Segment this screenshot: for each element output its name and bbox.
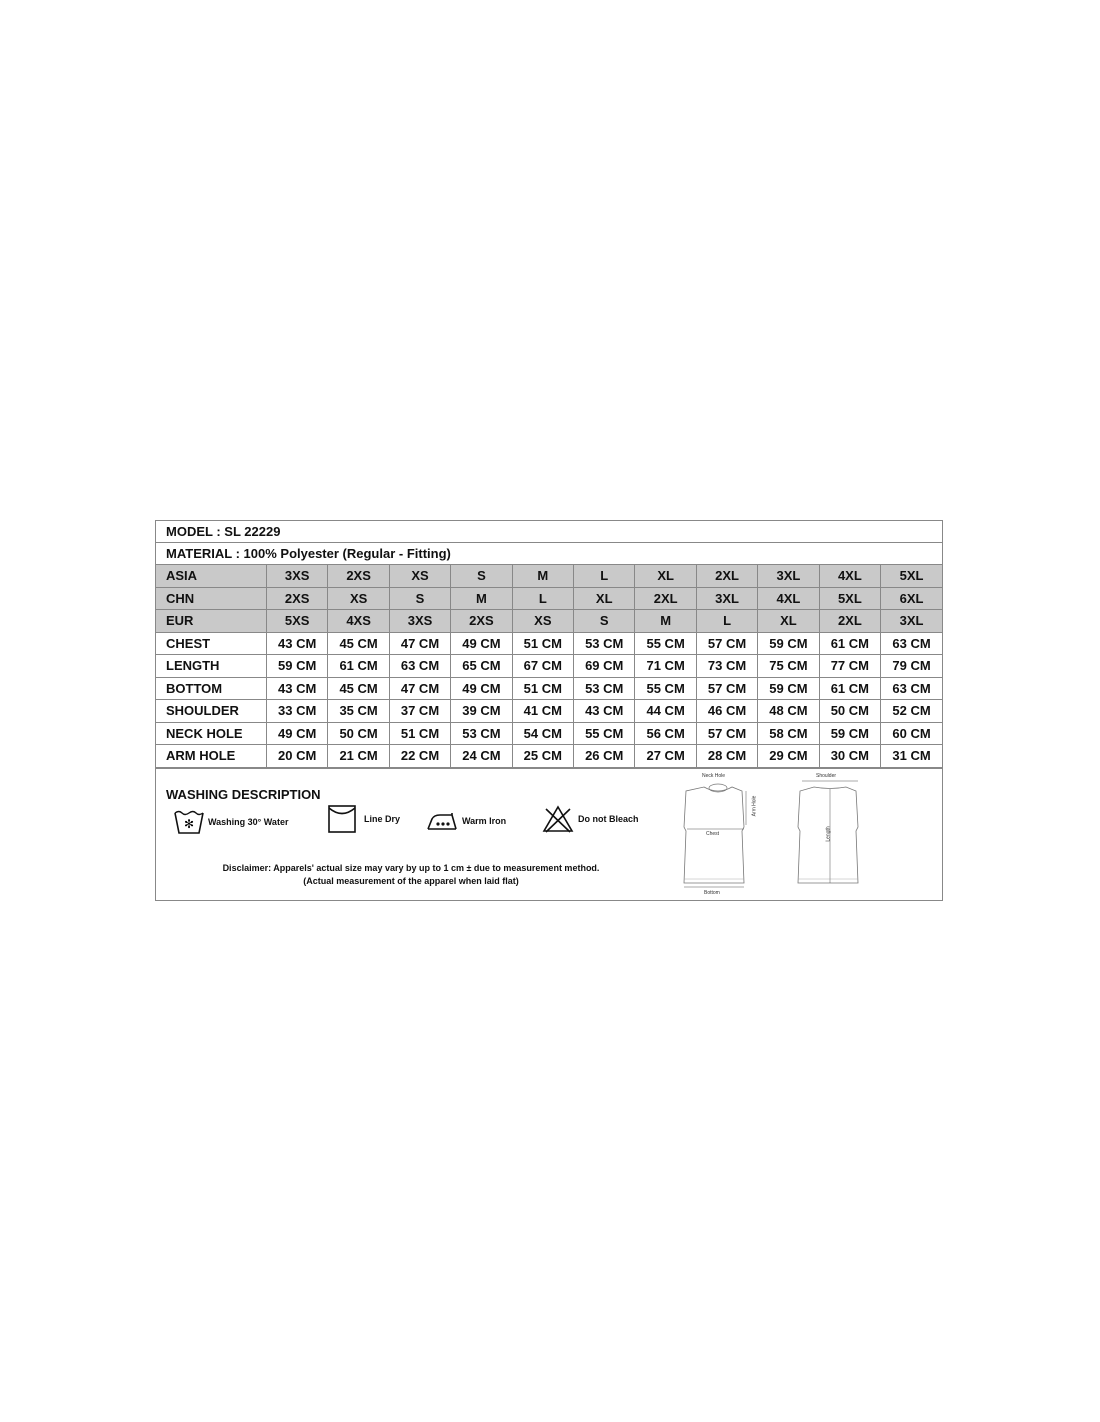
row-label: CHN — [156, 587, 267, 610]
size-cell: 3XL — [758, 565, 819, 587]
size-cell: 53 CM — [451, 722, 512, 745]
row-label: LENGTH — [156, 655, 267, 678]
size-cell: 31 CM — [881, 745, 942, 768]
size-cell: 20 CM — [267, 745, 328, 768]
svg-text:✻: ✻ — [183, 816, 195, 831]
size-cell: 3XL — [696, 587, 757, 610]
size-cell: 2XS — [451, 610, 512, 633]
size-cell: 2XS — [328, 565, 389, 587]
size-cell: 41 CM — [512, 700, 573, 723]
size-cell: 39 CM — [451, 700, 512, 723]
wash-label-line-dry: Line Dry — [364, 813, 401, 824]
size-cell: 3XL — [881, 610, 942, 633]
wash-label-iron: Warm Iron — [462, 815, 507, 826]
size-cell: XS — [512, 610, 573, 633]
neck-hole-label: Neck Hole — [702, 772, 726, 779]
size-cell: 45 CM — [328, 632, 389, 655]
size-cell: 29 CM — [758, 745, 819, 768]
size-cell: 49 CM — [451, 632, 512, 655]
size-cell: 57 CM — [696, 722, 757, 745]
size-cell: XL — [635, 565, 696, 587]
size-cell: 25 CM — [512, 745, 573, 768]
size-cell: 61 CM — [819, 632, 880, 655]
row-label: EUR — [156, 610, 267, 633]
size-cell: 61 CM — [819, 677, 880, 700]
size-cell: XS — [389, 565, 450, 587]
size-cell: M — [512, 565, 573, 587]
size-cell: 43 CM — [267, 632, 328, 655]
size-cell: 47 CM — [389, 677, 450, 700]
model-row — [156, 521, 942, 543]
size-cell: 44 CM — [635, 700, 696, 723]
wash-item-bleach — [542, 805, 639, 833]
size-cell: 21 CM — [328, 745, 389, 768]
arm-hole-label: Arm Hole — [751, 795, 758, 816]
size-cell: 49 CM — [267, 722, 328, 745]
size-cell: 4XL — [758, 587, 819, 610]
size-cell: 28 CM — [696, 745, 757, 768]
care-section — [156, 768, 942, 900]
size-cell: 63 CM — [881, 677, 942, 700]
size-cell: 3XS — [267, 565, 328, 587]
disclaimer-line-2: (Actual measurement of the apparel when laid flat) — [303, 875, 519, 886]
size-cell: 56 CM — [635, 722, 696, 745]
material-label: MATERIAL : — [166, 546, 240, 561]
size-cell: 37 CM — [389, 700, 450, 723]
size-cell: XL — [758, 610, 819, 633]
size-cell: 5XL — [881, 565, 942, 587]
size-cell: 35 CM — [328, 700, 389, 723]
size-cell: 60 CM — [881, 722, 942, 745]
size-row-chn — [156, 587, 942, 610]
size-cell: 54 CM — [512, 722, 573, 745]
size-cell: 2XS — [267, 587, 328, 610]
size-cell: 71 CM — [635, 655, 696, 678]
size-cell: 4XL — [819, 565, 880, 587]
washing-title: WASHING DESCRIPTION — [166, 786, 321, 802]
wash-item-line-dry — [328, 805, 400, 833]
line-dry-icon — [328, 805, 356, 833]
size-cell: 2XL — [696, 565, 757, 587]
size-cell: 58 CM — [758, 722, 819, 745]
size-cell: L — [574, 565, 635, 587]
size-row-shoulder — [156, 700, 942, 723]
size-cell: S — [451, 565, 512, 587]
size-cell: 5XS — [267, 610, 328, 633]
size-cell: 75 CM — [758, 655, 819, 678]
size-cell: 2XL — [635, 587, 696, 610]
shoulder-label: Shoulder — [816, 772, 837, 779]
size-row-neck-hole — [156, 722, 942, 745]
size-cell: 3XS — [389, 610, 450, 633]
row-label: BOTTOM — [156, 677, 267, 700]
size-cell: 65 CM — [451, 655, 512, 678]
size-cell: 4XS — [328, 610, 389, 633]
wash-item-iron — [426, 809, 506, 833]
size-cell: 43 CM — [267, 677, 328, 700]
disclaimer — [156, 862, 666, 888]
size-cell: 46 CM — [696, 700, 757, 723]
disclaimer-line-1: Disclaimer: Apparels' actual size may vary by up to 1 cm ± due to measurement method. — [222, 862, 600, 873]
chest-label: Chest — [706, 830, 720, 837]
size-cell: 59 CM — [758, 632, 819, 655]
model-label: MODEL : — [166, 524, 221, 539]
size-cell: 48 CM — [758, 700, 819, 723]
size-cell: 55 CM — [635, 677, 696, 700]
no-bleach-icon — [542, 805, 574, 833]
front-garment-diagram — [678, 773, 758, 897]
size-cell: 5XL — [819, 587, 880, 610]
wash-label-bleach: Do not Bleach — [578, 813, 639, 824]
size-cell: 22 CM — [389, 745, 450, 768]
size-cell: 59 CM — [758, 677, 819, 700]
size-cell: 67 CM — [512, 655, 573, 678]
size-cell: 27 CM — [635, 745, 696, 768]
size-cell: 59 CM — [267, 655, 328, 678]
wash-label-washing: Washing 30° Water — [208, 816, 289, 827]
size-row-bottom — [156, 677, 942, 700]
length-label: Length — [825, 825, 832, 842]
size-cell: 24 CM — [451, 745, 512, 768]
size-cell: 43 CM — [574, 700, 635, 723]
size-cell: 63 CM — [389, 655, 450, 678]
row-label: CHEST — [156, 632, 267, 655]
size-cell: M — [451, 587, 512, 610]
size-cell: 33 CM — [267, 700, 328, 723]
size-cell: 45 CM — [328, 677, 389, 700]
size-table — [156, 565, 942, 768]
size-cell: 73 CM — [696, 655, 757, 678]
material-row — [156, 543, 942, 565]
model-value: SL 22229 — [224, 524, 281, 539]
size-cell: 6XL — [881, 587, 942, 610]
size-cell: M — [635, 610, 696, 633]
size-row-arm-hole — [156, 745, 942, 768]
size-cell: 63 CM — [881, 632, 942, 655]
size-cell: 57 CM — [696, 677, 757, 700]
size-cell: 26 CM — [574, 745, 635, 768]
size-row-length — [156, 655, 942, 678]
size-cell: S — [574, 610, 635, 633]
size-cell: 61 CM — [328, 655, 389, 678]
size-cell: 57 CM — [696, 632, 757, 655]
bottom-label: Bottom — [704, 889, 720, 896]
size-cell: 51 CM — [389, 722, 450, 745]
size-cell: 51 CM — [512, 677, 573, 700]
wash-item-washing — [174, 809, 288, 835]
row-label: ARM HOLE — [156, 745, 267, 768]
size-row-chest — [156, 632, 942, 655]
size-cell: 79 CM — [881, 655, 942, 678]
size-cell: 59 CM — [819, 722, 880, 745]
material-value: 100% Polyester (Regular - Fitting) — [243, 546, 451, 561]
size-row-asia — [156, 565, 942, 587]
size-cell: L — [696, 610, 757, 633]
row-label: SHOULDER — [156, 700, 267, 723]
back-garment-diagram — [792, 773, 868, 897]
size-row-eur — [156, 610, 942, 633]
size-chart — [155, 520, 943, 901]
size-cell: 77 CM — [819, 655, 880, 678]
size-cell: 50 CM — [328, 722, 389, 745]
row-label: NECK HOLE — [156, 722, 267, 745]
size-cell: L — [512, 587, 573, 610]
size-cell: 55 CM — [635, 632, 696, 655]
size-cell: 69 CM — [574, 655, 635, 678]
size-cell: 30 CM — [819, 745, 880, 768]
size-cell: 55 CM — [574, 722, 635, 745]
size-cell: 49 CM — [451, 677, 512, 700]
size-cell: 53 CM — [574, 632, 635, 655]
size-cell: 2XL — [819, 610, 880, 633]
size-cell: S — [389, 587, 450, 610]
size-cell: 47 CM — [389, 632, 450, 655]
size-cell: XL — [574, 587, 635, 610]
size-cell: 51 CM — [512, 632, 573, 655]
size-cell: 52 CM — [881, 700, 942, 723]
washing-tub-icon — [174, 809, 204, 835]
warm-iron-icon — [426, 809, 458, 833]
size-cell: XS — [328, 587, 389, 610]
row-label: ASIA — [156, 565, 267, 587]
size-cell: 53 CM — [574, 677, 635, 700]
size-cell: 50 CM — [819, 700, 880, 723]
